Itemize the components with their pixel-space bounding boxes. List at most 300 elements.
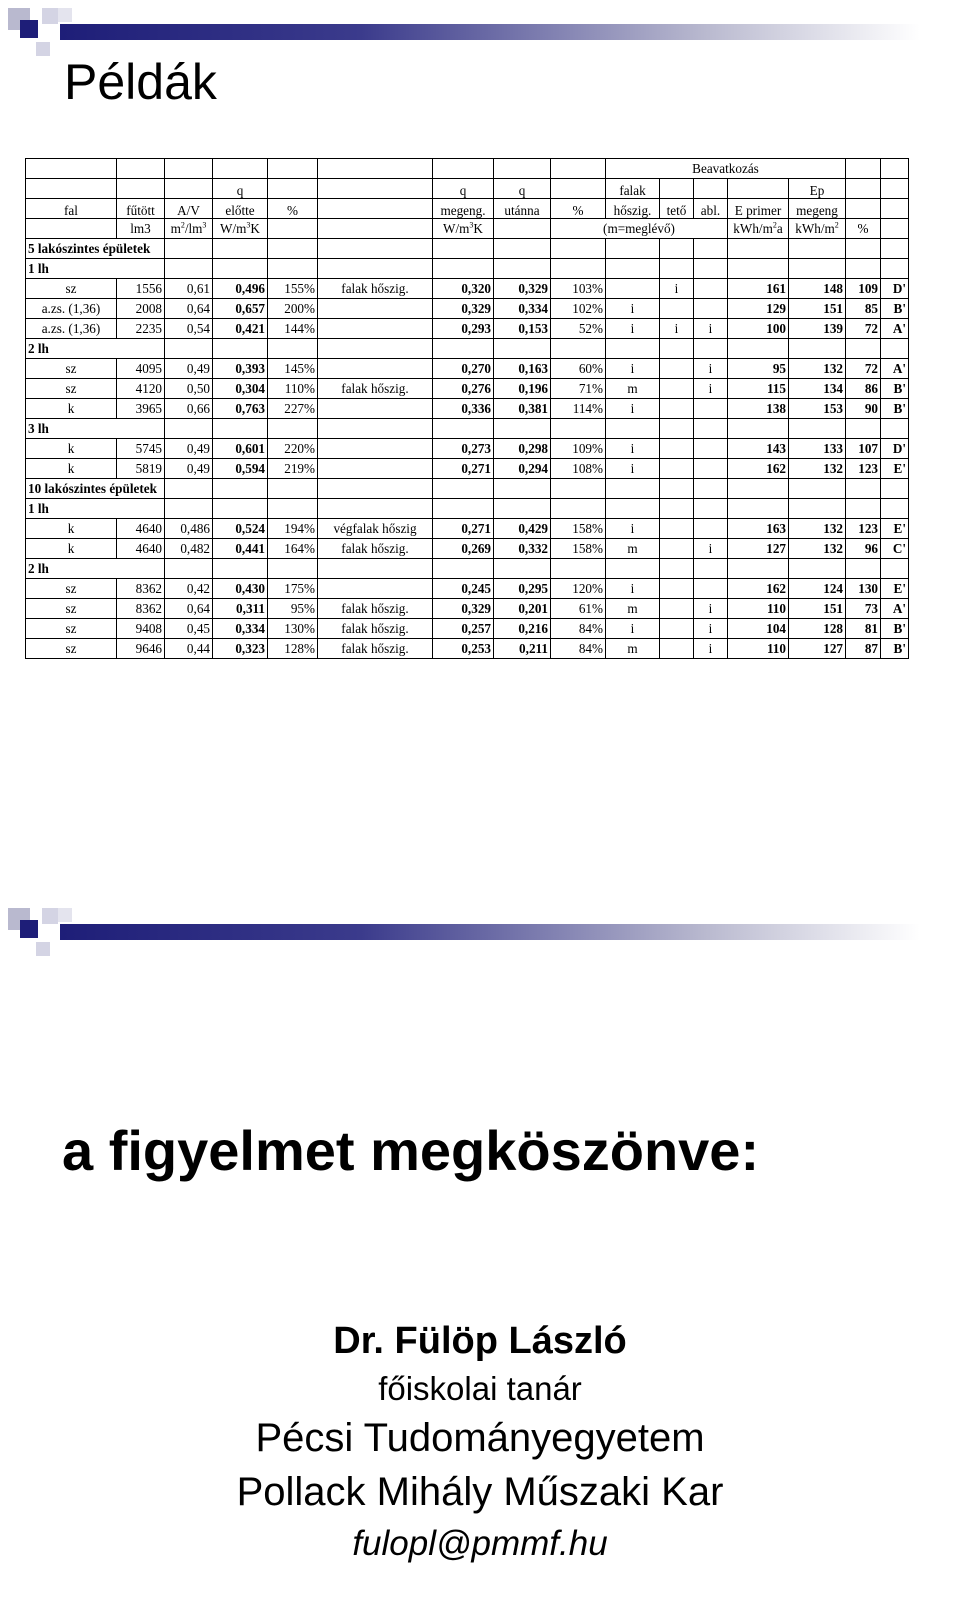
table-cell: 2235	[117, 319, 165, 339]
author-email[interactable]: fulopl@pmmf.hu	[352, 1524, 608, 1563]
empty-cell	[494, 419, 551, 439]
unit-cell: %	[846, 219, 881, 239]
table-cell: 132	[789, 459, 846, 479]
table-cell: 0,216	[494, 619, 551, 639]
header-cell: A/V	[165, 199, 213, 219]
table-cell: 110%	[268, 379, 318, 399]
table-cell: 132	[789, 539, 846, 559]
table-cell: 0,49	[165, 439, 213, 459]
table-cell	[318, 399, 433, 419]
page-title: Példák	[64, 54, 217, 110]
empty-cell	[551, 259, 606, 279]
header-cell	[551, 179, 606, 199]
unit-cell: $m^2/lm^3$	[165, 219, 213, 239]
empty-cell	[881, 559, 909, 579]
table-cell: 0,45	[165, 619, 213, 639]
table-cell	[694, 459, 728, 479]
table-cell: 109%	[551, 439, 606, 459]
table-cell	[694, 299, 728, 319]
header-cell: Ep	[789, 179, 846, 199]
slide-decoration-bottom	[0, 908, 960, 968]
table-cell	[318, 579, 433, 599]
table-row	[26, 439, 909, 459]
unit-cell: kWh/$m^2$	[789, 219, 846, 239]
empty-cell	[606, 339, 660, 359]
table-cell	[318, 439, 433, 459]
empty-cell	[318, 419, 433, 439]
table-cell: 0,270	[433, 359, 494, 379]
table-cell: 0,329	[433, 599, 494, 619]
empty-cell	[165, 479, 213, 499]
table-cell: 158%	[551, 519, 606, 539]
table-cell: 219%	[268, 459, 318, 479]
table-cell: 0,211	[494, 639, 551, 659]
empty-cell	[660, 419, 694, 439]
table-cell: 0,245	[433, 579, 494, 599]
table-cell: 0,66	[165, 399, 213, 419]
header-row-group	[26, 159, 909, 179]
empty-cell	[165, 259, 213, 279]
empty-cell	[551, 479, 606, 499]
header-cell	[117, 179, 165, 199]
table-cell: falak hőszig.	[318, 599, 433, 619]
empty-cell	[494, 259, 551, 279]
table-cell	[660, 519, 694, 539]
unit-cell: $W/m^3K$	[213, 219, 268, 239]
table-cell: 0,64	[165, 599, 213, 619]
empty-cell	[268, 499, 318, 519]
table-cell: 0,295	[494, 579, 551, 599]
empty-cell	[660, 479, 694, 499]
empty-cell	[268, 339, 318, 359]
header-cell: q	[213, 179, 268, 199]
header-cell	[318, 199, 433, 219]
table-cell: 1556	[117, 279, 165, 299]
table-cell: 0,64	[165, 299, 213, 319]
table-cell	[694, 519, 728, 539]
table-cell: B'	[881, 399, 909, 419]
table-cell: 0,201	[494, 599, 551, 619]
table-row	[26, 639, 909, 659]
table-cell: 4640	[117, 519, 165, 539]
empty-cell	[694, 479, 728, 499]
table-cell: 5745	[117, 439, 165, 459]
empty-cell	[694, 339, 728, 359]
empty-cell	[494, 499, 551, 519]
deco-square	[20, 20, 38, 38]
table-cell: 0,276	[433, 379, 494, 399]
header-cell: %	[268, 199, 318, 219]
table-cell: 109	[846, 279, 881, 299]
table-cell	[694, 579, 728, 599]
empty-cell	[606, 479, 660, 499]
table-cell: i	[660, 279, 694, 299]
empty-cell	[213, 419, 268, 439]
table-cell: falak hőszig.	[318, 379, 433, 399]
header-cell: fűtött	[117, 199, 165, 219]
table-cell	[318, 459, 433, 479]
table-cell: 0,253	[433, 639, 494, 659]
table-cell: i	[694, 379, 728, 399]
table-cell: i	[606, 319, 660, 339]
table-cell: 96	[846, 539, 881, 559]
empty-cell	[789, 559, 846, 579]
empty-cell	[318, 479, 433, 499]
table-cell: 200%	[268, 299, 318, 319]
table-cell: a.zs. (1,36)	[26, 299, 117, 319]
table-row	[26, 619, 909, 639]
deco-gradient-bar	[60, 24, 920, 40]
table-cell: 9408	[117, 619, 165, 639]
table-cell: 0,336	[433, 399, 494, 419]
header-cell	[846, 199, 881, 219]
empty-cell	[433, 559, 494, 579]
empty-cell	[268, 419, 318, 439]
table-cell: i	[606, 459, 660, 479]
empty-cell	[789, 239, 846, 259]
empty-cell	[660, 499, 694, 519]
empty-cell	[881, 259, 909, 279]
empty-cell	[846, 419, 881, 439]
empty-cell	[551, 339, 606, 359]
table-cell: C'	[881, 539, 909, 559]
table-cell: 158%	[551, 539, 606, 559]
table-cell: 61%	[551, 599, 606, 619]
table-cell	[660, 359, 694, 379]
empty-cell	[789, 339, 846, 359]
deco-square	[58, 8, 72, 22]
table-cell: 0,657	[213, 299, 268, 319]
table-cell: 104	[728, 619, 789, 639]
empty-cell	[213, 239, 268, 259]
empty-cell	[728, 339, 789, 359]
table-cell: 8362	[117, 579, 165, 599]
table-cell: 151	[789, 299, 846, 319]
table-cell: 128	[789, 619, 846, 639]
table-cell: A'	[881, 319, 909, 339]
table-row	[26, 379, 909, 399]
results-table	[25, 158, 909, 659]
table-cell: i	[606, 359, 660, 379]
table-cell: i	[606, 519, 660, 539]
table-cell: i	[606, 579, 660, 599]
empty-cell	[728, 419, 789, 439]
table-cell: E'	[881, 579, 909, 599]
table-cell: 155%	[268, 279, 318, 299]
empty-cell	[433, 419, 494, 439]
table-cell: 132	[789, 519, 846, 539]
table-cell: 0,293	[433, 319, 494, 339]
empty-cell	[694, 259, 728, 279]
empty-cell	[433, 239, 494, 259]
table-cell: 0,271	[433, 459, 494, 479]
table-cell: k	[26, 399, 117, 419]
table-cell: 0,601	[213, 439, 268, 459]
table-cell: 0,320	[433, 279, 494, 299]
table-cell: 0,298	[494, 439, 551, 459]
empty-cell	[660, 559, 694, 579]
empty-cell	[881, 499, 909, 519]
table-cell: 123	[846, 459, 881, 479]
table-cell: i	[694, 319, 728, 339]
table-cell: 144%	[268, 319, 318, 339]
table-cell: k	[26, 519, 117, 539]
header-cell	[846, 179, 881, 199]
table-cell: m	[606, 639, 660, 659]
header-cell: tető	[660, 199, 694, 219]
table-cell: 0,49	[165, 459, 213, 479]
table-cell	[660, 379, 694, 399]
table-cell: m	[606, 539, 660, 559]
deco-square	[42, 8, 58, 24]
header-cell: fal	[26, 199, 117, 219]
table-cell: k	[26, 539, 117, 559]
table-cell: 107	[846, 439, 881, 459]
table-cell: 0,271	[433, 519, 494, 539]
empty-cell	[494, 559, 551, 579]
table-row	[26, 599, 909, 619]
table-cell: 124	[789, 579, 846, 599]
empty-cell	[660, 339, 694, 359]
empty-cell	[318, 259, 433, 279]
author-faculty: Pollack Mihály Műszaki Kar	[236, 1470, 724, 1514]
table-cell: k	[26, 439, 117, 459]
section-label: 2 lh	[26, 339, 165, 359]
table-cell: E'	[881, 519, 909, 539]
table-cell: 0,496	[213, 279, 268, 299]
table-cell: 87	[846, 639, 881, 659]
empty-cell	[846, 259, 881, 279]
table-cell: 73	[846, 599, 881, 619]
table-cell	[694, 399, 728, 419]
header-cell: abl.	[694, 199, 728, 219]
table-cell: 148	[789, 279, 846, 299]
empty-cell	[165, 559, 213, 579]
table-cell: 0,329	[494, 279, 551, 299]
table-cell: 0,42	[165, 579, 213, 599]
table-cell: 103%	[551, 279, 606, 299]
header-cell	[694, 179, 728, 199]
table-cell: 0,332	[494, 539, 551, 559]
empty-cell	[694, 239, 728, 259]
section-row	[26, 499, 909, 519]
table-cell: m	[606, 599, 660, 619]
empty-cell	[789, 259, 846, 279]
table-cell: sz	[26, 359, 117, 379]
table-cell: 130	[846, 579, 881, 599]
table-cell: 0,763	[213, 399, 268, 419]
table-row	[26, 519, 909, 539]
empty-cell	[789, 419, 846, 439]
header-cell: hőszig.	[606, 199, 660, 219]
empty-cell	[268, 559, 318, 579]
empty-cell	[846, 239, 881, 259]
empty-cell	[728, 259, 789, 279]
table-cell: 100	[728, 319, 789, 339]
empty-cell	[551, 559, 606, 579]
header-cell: q	[494, 179, 551, 199]
table-cell	[660, 459, 694, 479]
header-row-2	[26, 199, 909, 219]
table-cell: 0,49	[165, 359, 213, 379]
header-cell: E primer	[728, 199, 789, 219]
empty-cell	[433, 479, 494, 499]
table-cell	[660, 599, 694, 619]
table-row	[26, 539, 909, 559]
table-cell: B'	[881, 299, 909, 319]
table-cell: m	[606, 379, 660, 399]
empty-cell	[318, 339, 433, 359]
table-cell: 115	[728, 379, 789, 399]
table-row	[26, 399, 909, 419]
table-cell	[660, 539, 694, 559]
empty-cell	[213, 339, 268, 359]
table-cell: 0,441	[213, 539, 268, 559]
header-cell: %	[551, 199, 606, 219]
empty-cell	[268, 239, 318, 259]
table-cell: 102%	[551, 299, 606, 319]
table-cell: 5819	[117, 459, 165, 479]
table-cell: 0,334	[494, 299, 551, 319]
table-cell: 72	[846, 319, 881, 339]
empty-cell	[881, 239, 909, 259]
table-cell: 139	[789, 319, 846, 339]
empty-cell	[660, 259, 694, 279]
table-cell: a.zs. (1,36)	[26, 319, 117, 339]
empty-cell	[213, 499, 268, 519]
empty-cell	[433, 499, 494, 519]
table-cell	[660, 619, 694, 639]
table-cell: 3965	[117, 399, 165, 419]
table-cell: i	[694, 599, 728, 619]
empty-cell	[165, 499, 213, 519]
table-cell: 0,381	[494, 399, 551, 419]
empty-cell	[881, 339, 909, 359]
deco-square	[42, 908, 58, 924]
table-cell: B'	[881, 379, 909, 399]
table-cell: A'	[881, 359, 909, 379]
empty-cell	[728, 499, 789, 519]
table-cell: falak hőszig.	[318, 539, 433, 559]
table-cell: A'	[881, 599, 909, 619]
header-cell	[881, 199, 909, 219]
table-cell: 127	[789, 639, 846, 659]
empty-cell	[728, 559, 789, 579]
empty-cell	[606, 239, 660, 259]
table-cell: sz	[26, 599, 117, 619]
empty-cell	[318, 499, 433, 519]
section-row	[26, 559, 909, 579]
empty-cell	[606, 499, 660, 519]
table-cell: 2008	[117, 299, 165, 319]
table-cell: 0,269	[433, 539, 494, 559]
empty-cell	[881, 479, 909, 499]
empty-cell	[694, 499, 728, 519]
table-cell: 4095	[117, 359, 165, 379]
empty-cell	[213, 479, 268, 499]
empty-cell	[694, 419, 728, 439]
table-cell: 0,304	[213, 379, 268, 399]
header-cell	[318, 179, 433, 199]
table-cell: B'	[881, 639, 909, 659]
table-cell: 0,323	[213, 639, 268, 659]
empty-cell	[728, 239, 789, 259]
header-cell: q	[433, 179, 494, 199]
table-cell: 85	[846, 299, 881, 319]
table-cell	[318, 299, 433, 319]
table-cell: 90	[846, 399, 881, 419]
table-cell: 0,50	[165, 379, 213, 399]
empty-cell	[433, 339, 494, 359]
empty-cell	[551, 419, 606, 439]
section-row	[26, 259, 909, 279]
table-cell	[660, 399, 694, 419]
header-cell	[268, 179, 318, 199]
empty-cell	[846, 339, 881, 359]
table-cell: 227%	[268, 399, 318, 419]
table-cell: 220%	[268, 439, 318, 459]
table-cell: 0,486	[165, 519, 213, 539]
table-cell: 86	[846, 379, 881, 399]
table-cell: i	[606, 299, 660, 319]
empty-cell	[606, 259, 660, 279]
header-cell	[660, 179, 694, 199]
table-cell: 0,421	[213, 319, 268, 339]
table-cell: i	[694, 359, 728, 379]
table-cell: 95%	[268, 599, 318, 619]
table-cell: E'	[881, 459, 909, 479]
section-row	[26, 239, 909, 259]
table-row	[26, 319, 909, 339]
table-cell: 0,524	[213, 519, 268, 539]
header-cell	[26, 179, 117, 199]
table-cell: 0,482	[165, 539, 213, 559]
table-cell: 162	[728, 459, 789, 479]
table-cell: végfalak hőszig	[318, 519, 433, 539]
section-label: 3 lh	[26, 419, 165, 439]
empty-cell	[606, 559, 660, 579]
empty-cell	[213, 259, 268, 279]
table-cell: 81	[846, 619, 881, 639]
table-cell: 0,430	[213, 579, 268, 599]
section-row	[26, 479, 909, 499]
empty-cell	[789, 499, 846, 519]
table-cell: i	[694, 639, 728, 659]
table-cell: 0,429	[494, 519, 551, 539]
table-cell: 0,163	[494, 359, 551, 379]
table-cell: 0,294	[494, 459, 551, 479]
section-row	[26, 339, 909, 359]
table-cell: sz	[26, 639, 117, 659]
table-cell: 0,311	[213, 599, 268, 619]
table-cell: k	[26, 459, 117, 479]
author-university: Pécsi Tudományegyetem	[255, 1416, 705, 1460]
table-row	[26, 299, 909, 319]
empty-cell	[694, 559, 728, 579]
header-cell: előtte	[213, 199, 268, 219]
empty-cell	[789, 479, 846, 499]
table-row	[26, 459, 909, 479]
table-cell: 153	[789, 399, 846, 419]
deco-square	[36, 942, 50, 956]
table-cell: 0,61	[165, 279, 213, 299]
empty-cell	[165, 339, 213, 359]
closing-title: a figyelmet megköszönve:	[62, 1119, 760, 1182]
table-cell: 0,196	[494, 379, 551, 399]
table-cell: 130%	[268, 619, 318, 639]
unit-cell: $W/m^3K$	[433, 219, 494, 239]
table-cell	[660, 299, 694, 319]
